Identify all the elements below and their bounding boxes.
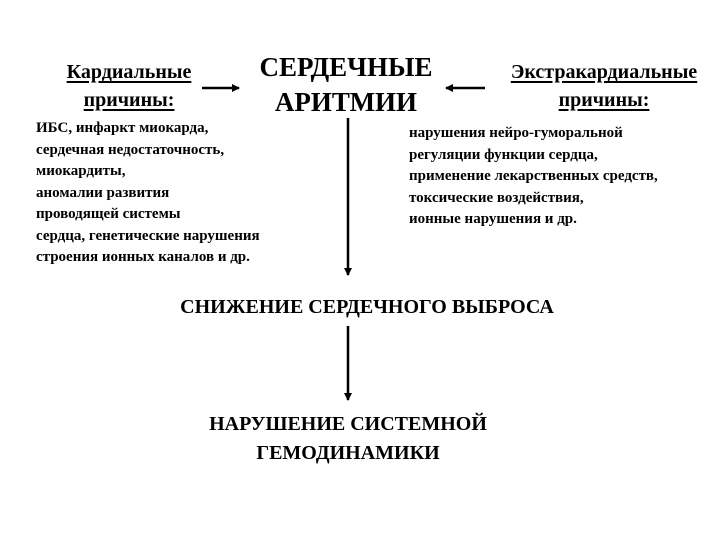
right-node-title — [488, 58, 720, 114]
left-list-item: ИБС, инфаркт миокарда, — [36, 120, 209, 136]
left-node-title — [42, 58, 216, 114]
main-node-line-2: АРИТМИИ — [274, 87, 418, 117]
outcome-node-hemodynamics — [150, 410, 546, 468]
main-node-arrhythmias — [240, 50, 452, 120]
outcome-line-1: НАРУШЕНИЕ СИСТЕМНОЙ — [209, 413, 487, 435]
right-title-line-2: причины: — [558, 89, 650, 111]
right-list-item: применение лекарственных средств, — [409, 168, 658, 184]
right-list-item: нарушения нейро-гуморальной — [409, 125, 623, 141]
main-node-line-1: СЕРДЕЧНЫЕ — [259, 52, 433, 82]
right-list-item: ионные нарушения и др. — [409, 211, 577, 227]
right-list-item: регуляции функции сердца, — [409, 146, 598, 163]
right-node-list — [409, 123, 658, 231]
left-title-line-2: причины: — [83, 89, 175, 111]
left-node-list — [36, 118, 260, 269]
left-title-line-1: Кардиальные — [66, 61, 192, 83]
left-list-item: миокардиты, — [36, 163, 126, 179]
right-list-item: токсические воздействия, — [409, 189, 584, 206]
left-list-item: аномалии развития — [36, 184, 170, 201]
effect-node-cardiac-output: СНИЖЕНИЕ СЕРДЕЧНОГО ВЫБРОСА — [180, 296, 554, 318]
left-list-item: проводящей системы — [36, 206, 181, 222]
outcome-line-2: ГЕМОДИНАМИКИ — [256, 442, 440, 464]
left-list-item: сердца, генетические нарушения — [36, 227, 260, 244]
left-list-item: строения ионных каналов и др. — [36, 249, 250, 265]
left-list-item: сердечная недостаточность, — [36, 141, 225, 158]
right-title-line-1: Экстракардиальные — [510, 61, 698, 83]
